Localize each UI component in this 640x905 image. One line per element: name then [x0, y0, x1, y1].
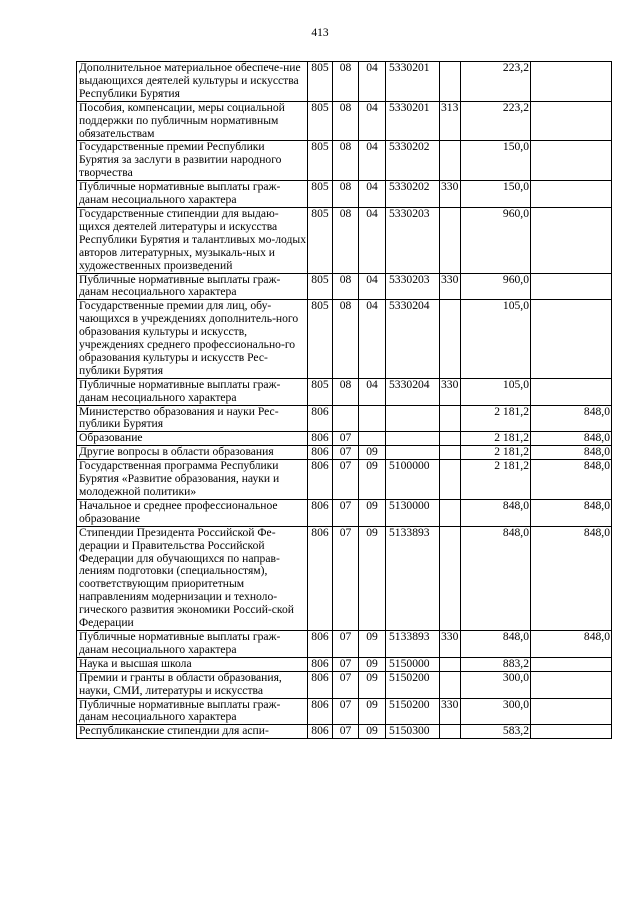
row-grbs-cell: 805 [308, 101, 333, 141]
row-target-article-cell: 5330203 [386, 207, 440, 273]
row-target-article-cell: 5330201 [386, 62, 440, 102]
row-name-cell: Министерство образования и науки Рес-публики Бурятия [77, 405, 308, 432]
row-expense-type-cell: 330 [440, 630, 461, 657]
row-subsection-cell: 09 [359, 446, 386, 460]
row-name-cell: Другие вопросы в области образования [77, 446, 308, 460]
row-target-article-cell [386, 405, 440, 432]
table-row [77, 630, 612, 657]
row-section-cell: 07 [333, 499, 359, 526]
row-name-cell: Премии и гранты в области образования, науки, СМИ, литературы и искусства [77, 671, 308, 698]
row-name-cell: Стипендии Президента Российской Фе-дерации и Правительства Российской Федерации для обучающихся по направ-лениям подготовки (специальностям), соответствующим приоритетным направлениям модернизации и техноло-гического развития экономики Россий-ской Федерации [77, 526, 308, 630]
row-section-cell: 08 [333, 378, 359, 405]
row-grbs-cell: 806 [308, 630, 333, 657]
row-expense-type-cell [440, 657, 461, 671]
row-target-article-cell: 5133893 [386, 630, 440, 657]
row-expense-type-cell [440, 526, 461, 630]
row-section-cell [333, 405, 359, 432]
row-section-cell: 07 [333, 432, 359, 446]
row-expense-type-cell [440, 62, 461, 102]
row-sum-cell: 2 181,2 [461, 432, 531, 446]
row-sum-cell: 105,0 [461, 300, 531, 378]
row-sum-cell: 848,0 [461, 499, 531, 526]
row-expense-type-cell: 313 [440, 101, 461, 141]
table-row [77, 499, 612, 526]
table-row [77, 300, 612, 378]
row-section-cell: 07 [333, 446, 359, 460]
row-target-article-cell: 5330202 [386, 141, 440, 181]
row-sum-subvention-cell: 848,0 [531, 499, 612, 526]
row-target-article-cell: 5130000 [386, 499, 440, 526]
row-name-cell: Республиканские стипендии для аспи- [77, 725, 308, 739]
row-subsection-cell: 04 [359, 181, 386, 208]
row-subsection-cell: 09 [359, 630, 386, 657]
row-sum-subvention-cell [531, 657, 612, 671]
table-row [77, 273, 612, 300]
row-expense-type-cell [440, 300, 461, 378]
row-section-cell: 07 [333, 460, 359, 500]
row-sum-cell: 300,0 [461, 698, 531, 725]
row-section-cell: 08 [333, 101, 359, 141]
table-row [77, 405, 612, 432]
table-row [77, 725, 612, 739]
row-sum-cell: 150,0 [461, 181, 531, 208]
row-subsection-cell [359, 405, 386, 432]
row-target-article-cell [386, 446, 440, 460]
row-sum-subvention-cell: 848,0 [531, 526, 612, 630]
row-target-article-cell: 5150000 [386, 657, 440, 671]
row-target-article-cell: 5150200 [386, 671, 440, 698]
row-name-cell: Публичные нормативные выплаты граж-данам несоциального характера [77, 698, 308, 725]
row-target-article-cell: 5330203 [386, 273, 440, 300]
row-sum-subvention-cell: 848,0 [531, 630, 612, 657]
table-row [77, 378, 612, 405]
page-number: 413 [311, 27, 329, 39]
row-target-article-cell: 5330204 [386, 300, 440, 378]
row-grbs-cell: 806 [308, 460, 333, 500]
row-sum-cell: 2 181,2 [461, 446, 531, 460]
row-grbs-cell: 805 [308, 273, 333, 300]
table-row [77, 141, 612, 181]
row-name-cell: Пособия, компенсации, меры социальной поддержки по публичным нормативным обязательствам [77, 101, 308, 141]
row-section-cell: 07 [333, 725, 359, 739]
row-sum-subvention-cell: 848,0 [531, 446, 612, 460]
row-name-cell: Публичные нормативные выплаты граж-данам несоциального характера [77, 273, 308, 300]
row-expense-type-cell [440, 405, 461, 432]
row-sum-cell: 583,2 [461, 725, 531, 739]
row-target-article-cell: 5330204 [386, 378, 440, 405]
row-name-cell: Дополнительное материальное обеспече-ние выдающихся деятелей культуры и искусства Республики Бурятия [77, 62, 308, 102]
row-grbs-cell: 806 [308, 405, 333, 432]
row-section-cell: 08 [333, 181, 359, 208]
row-sum-subvention-cell [531, 141, 612, 181]
row-sum-subvention-cell [531, 698, 612, 725]
row-sum-subvention-cell [531, 273, 612, 300]
row-grbs-cell: 806 [308, 725, 333, 739]
row-section-cell: 08 [333, 62, 359, 102]
row-section-cell: 07 [333, 657, 359, 671]
row-name-cell: Государственная программа Республики Бурятия «Развитие образования, науки и молодежной политики» [77, 460, 308, 500]
row-section-cell: 08 [333, 141, 359, 181]
row-sum-cell: 150,0 [461, 141, 531, 181]
table-row [77, 207, 612, 273]
budget-table-body [77, 62, 612, 739]
row-sum-subvention-cell: 848,0 [531, 405, 612, 432]
table-row [77, 101, 612, 141]
row-expense-type-cell [440, 207, 461, 273]
row-expense-type-cell [440, 460, 461, 500]
row-name-cell: Публичные нормативные выплаты граж-данам несоциального характера [77, 181, 308, 208]
table-row [77, 526, 612, 630]
row-subsection-cell: 09 [359, 725, 386, 739]
table-row [77, 181, 612, 208]
row-grbs-cell: 806 [308, 432, 333, 446]
row-expense-type-cell: 330 [440, 378, 461, 405]
row-sum-subvention-cell: 848,0 [531, 460, 612, 500]
row-expense-type-cell [440, 141, 461, 181]
row-subsection-cell: 04 [359, 273, 386, 300]
row-section-cell: 07 [333, 698, 359, 725]
row-target-article-cell: 5150300 [386, 725, 440, 739]
row-grbs-cell: 806 [308, 657, 333, 671]
row-subsection-cell: 09 [359, 657, 386, 671]
row-grbs-cell: 806 [308, 526, 333, 630]
row-subsection-cell: 04 [359, 62, 386, 102]
row-grbs-cell: 806 [308, 499, 333, 526]
row-expense-type-cell [440, 432, 461, 446]
budget-table [76, 61, 612, 739]
row-sum-cell: 2 181,2 [461, 460, 531, 500]
row-expense-type-cell [440, 671, 461, 698]
row-sum-subvention-cell [531, 725, 612, 739]
row-grbs-cell: 805 [308, 141, 333, 181]
row-grbs-cell: 805 [308, 378, 333, 405]
table-row [77, 432, 612, 446]
row-sum-subvention-cell [531, 378, 612, 405]
row-expense-type-cell: 330 [440, 181, 461, 208]
row-sum-cell: 223,2 [461, 62, 531, 102]
row-sum-subvention-cell [531, 300, 612, 378]
row-sum-cell: 300,0 [461, 671, 531, 698]
row-target-article-cell: 5330202 [386, 181, 440, 208]
row-subsection-cell: 09 [359, 460, 386, 500]
row-sum-cell: 2 181,2 [461, 405, 531, 432]
row-sum-subvention-cell [531, 207, 612, 273]
row-name-cell: Публичные нормативные выплаты граж-данам несоциального характера [77, 630, 308, 657]
row-name-cell: Образование [77, 432, 308, 446]
row-grbs-cell: 806 [308, 698, 333, 725]
row-name-cell: Начальное и среднее профессиональное образование [77, 499, 308, 526]
row-subsection-cell: 09 [359, 499, 386, 526]
table-row [77, 446, 612, 460]
row-subsection-cell: 04 [359, 300, 386, 378]
row-expense-type-cell: 330 [440, 273, 461, 300]
row-subsection-cell: 09 [359, 671, 386, 698]
row-sum-cell: 105,0 [461, 378, 531, 405]
row-sum-subvention-cell [531, 671, 612, 698]
row-target-article-cell: 5330201 [386, 101, 440, 141]
table-row [77, 62, 612, 102]
row-subsection-cell [359, 432, 386, 446]
row-grbs-cell: 806 [308, 446, 333, 460]
row-sum-subvention-cell [531, 101, 612, 141]
row-section-cell: 08 [333, 300, 359, 378]
row-subsection-cell: 04 [359, 101, 386, 141]
table-row [77, 671, 612, 698]
row-section-cell: 07 [333, 671, 359, 698]
row-name-cell: Государственные стипендии для выдаю-щихся деятелей литературы и искусства Республики Бурятия и талантливых мо-лодых авторов литературных, музыкаль-ных и художественных произведений [77, 207, 308, 273]
row-subsection-cell: 09 [359, 698, 386, 725]
row-sum-subvention-cell [531, 62, 612, 102]
row-name-cell: Наука и высшая школа [77, 657, 308, 671]
row-section-cell: 08 [333, 273, 359, 300]
row-name-cell: Государственные премии Республики Бурятия за заслуги в развитии народного творчества [77, 141, 308, 181]
row-grbs-cell: 805 [308, 207, 333, 273]
row-sum-subvention-cell: 848,0 [531, 432, 612, 446]
row-grbs-cell: 805 [308, 62, 333, 102]
row-subsection-cell: 09 [359, 526, 386, 630]
table-row [77, 698, 612, 725]
row-expense-type-cell [440, 725, 461, 739]
row-sum-cell: 960,0 [461, 207, 531, 273]
row-target-article-cell [386, 432, 440, 446]
row-grbs-cell: 805 [308, 181, 333, 208]
row-sum-cell: 848,0 [461, 630, 531, 657]
row-name-cell: Государственные премии для лиц, обу-чающихся в учреждениях дополнитель-ного образования культуры и искусств, учреждениях среднего профессионально-го образования культуры и искусств Рес-публики Бурятия [77, 300, 308, 378]
row-expense-type-cell [440, 499, 461, 526]
row-sum-cell: 223,2 [461, 101, 531, 141]
row-target-article-cell: 5150200 [386, 698, 440, 725]
row-subsection-cell: 04 [359, 207, 386, 273]
row-target-article-cell: 5133893 [386, 526, 440, 630]
row-grbs-cell: 805 [308, 300, 333, 378]
row-target-article-cell: 5100000 [386, 460, 440, 500]
row-sum-cell: 960,0 [461, 273, 531, 300]
row-sum-cell: 883,2 [461, 657, 531, 671]
table-row [77, 657, 612, 671]
row-section-cell: 07 [333, 526, 359, 630]
row-expense-type-cell: 330 [440, 698, 461, 725]
row-section-cell: 07 [333, 630, 359, 657]
row-sum-subvention-cell [531, 181, 612, 208]
row-grbs-cell: 806 [308, 671, 333, 698]
table-row [77, 460, 612, 500]
row-sum-cell: 848,0 [461, 526, 531, 630]
row-subsection-cell: 04 [359, 378, 386, 405]
row-subsection-cell: 04 [359, 141, 386, 181]
row-name-cell: Публичные нормативные выплаты граж-данам несоциального характера [77, 378, 308, 405]
row-expense-type-cell [440, 446, 461, 460]
row-section-cell: 08 [333, 207, 359, 273]
